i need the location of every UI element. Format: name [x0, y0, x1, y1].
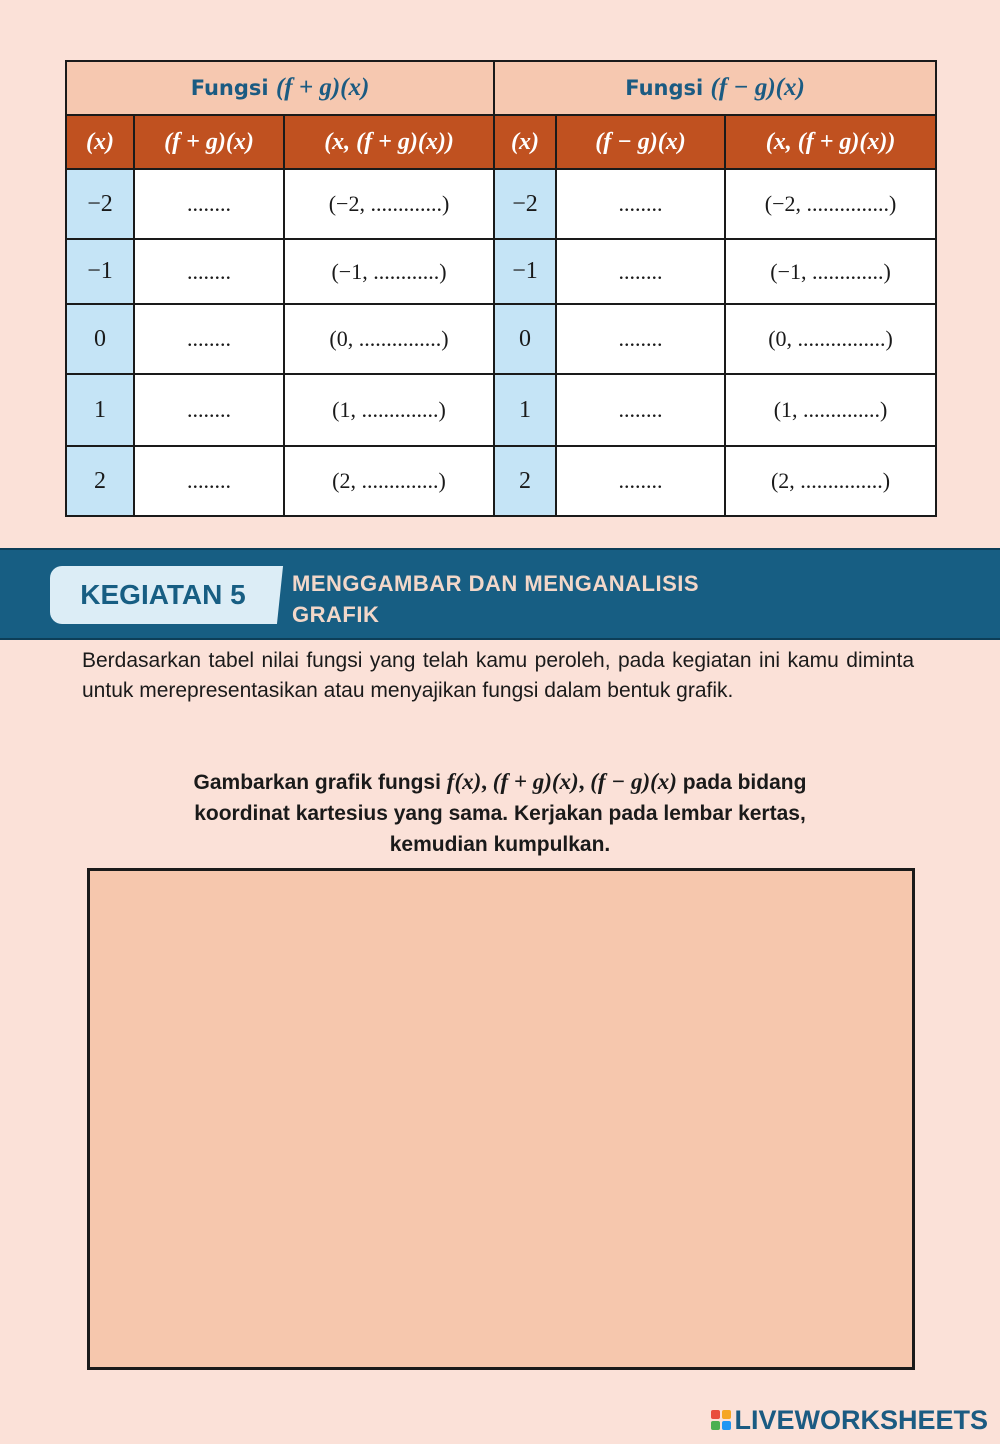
sum-value-blank[interactable]: ........: [134, 239, 284, 304]
x-value-cell: 2: [66, 446, 134, 516]
sum-pair-blank[interactable]: (2, ..............): [284, 446, 494, 516]
logo-square-blue: [722, 1421, 731, 1430]
col-header-x-diff: (x): [494, 115, 556, 169]
instruction-line3: kemudian kumpulkan.: [389, 833, 611, 856]
instruction-line1: [100, 766, 900, 798]
diff-value-blank[interactable]: ........: [556, 304, 725, 374]
instruction-tail: pada bidang: [676, 771, 807, 794]
diff-pair-blank[interactable]: (1, ..............): [725, 374, 936, 446]
diff-pair-blank[interactable]: (0, ................): [725, 304, 936, 374]
activity-title-line2: GRAFIK: [292, 602, 380, 627]
logo-icon: [711, 1410, 731, 1430]
diff-value-blank[interactable]: ........: [556, 374, 725, 446]
x-value-cell: −2: [66, 169, 134, 239]
x-value-cell: 0: [494, 304, 556, 374]
group-header-sum-word: Fungsi: [190, 76, 269, 100]
activity-badge: KEGIATAN 5: [50, 566, 276, 624]
math-sep: ,: [481, 769, 493, 794]
function-table: [65, 60, 937, 517]
activity-title: [292, 568, 852, 630]
x-value-cell: 1: [494, 374, 556, 446]
diff-pair-blank[interactable]: (2, ...............): [725, 446, 936, 516]
col-header-sum-value: (f + g)(x): [134, 115, 284, 169]
sum-pair-blank[interactable]: (−2, .............): [284, 169, 494, 239]
group-header-diff-math: (f − g)(x): [710, 74, 805, 101]
sum-value-blank[interactable]: ........: [134, 374, 284, 446]
sum-value-blank[interactable]: ........: [134, 304, 284, 374]
sum-value-blank[interactable]: ........: [134, 446, 284, 516]
instruction-text: [100, 766, 900, 860]
group-header-sum-math: (f + g)(x): [275, 74, 370, 101]
logo-square-orange: [722, 1410, 731, 1419]
group-header-sum: [66, 61, 494, 115]
col-header-diff-pair: (x, (f + g)(x)): [725, 115, 936, 169]
table-row: [66, 374, 936, 446]
col-header-diff-value: (f − g)(x): [556, 115, 725, 169]
table-row: [66, 446, 936, 516]
diff-pair-blank[interactable]: (−2, ...............): [725, 169, 936, 239]
sum-value-blank[interactable]: ........: [134, 169, 284, 239]
logo-text: LIVEWORKSHEETS: [734, 1404, 988, 1435]
logo-square-red: [711, 1410, 720, 1419]
logo-square-green: [711, 1421, 720, 1430]
diff-value-blank[interactable]: ........: [556, 169, 725, 239]
table-column-header-row: [66, 115, 936, 169]
diff-value-blank[interactable]: ........: [556, 446, 725, 516]
table-row: [66, 169, 936, 239]
col-header-sum-pair: (x, (f + g)(x)): [284, 115, 494, 169]
diff-value-blank[interactable]: ........: [556, 239, 725, 304]
diff-pair-blank[interactable]: (−1, .............): [725, 239, 936, 304]
x-value-cell: 0: [66, 304, 134, 374]
sum-pair-blank[interactable]: (1, ..............): [284, 374, 494, 446]
math-f: f(x): [446, 769, 482, 794]
liveworksheets-logo: [711, 1402, 988, 1438]
table-row: [66, 239, 936, 304]
intro-paragraph: Berdasarkan tabel nilai fungsi yang telah kamu peroleh, pada kegiatan ini kamu diminta untuk merepresentasikan atau menyajikan fungsi dalam bentuk grafik.: [82, 649, 914, 702]
instruction-lead: Gambarkan grafik fungsi: [193, 771, 441, 794]
sum-pair-blank[interactable]: (−1, ............): [284, 239, 494, 304]
x-value-cell: −1: [494, 239, 556, 304]
x-value-cell: −2: [494, 169, 556, 239]
graph-answer-area[interactable]: [87, 868, 915, 1370]
group-header-diff: [494, 61, 936, 115]
col-header-x-sum: (x): [66, 115, 134, 169]
table-row: [66, 304, 936, 374]
math-f-plus-g: (f + g)(x): [492, 769, 579, 794]
sum-pair-blank[interactable]: (0, ...............): [284, 304, 494, 374]
x-value-cell: 1: [66, 374, 134, 446]
table-group-header-row: [66, 61, 936, 115]
math-f-minus-g: (f − g)(x): [590, 769, 677, 794]
instruction-line2: koordinat kartesius yang sama. Kerjakan pada lembar kertas,: [194, 802, 806, 825]
activity-banner: [0, 548, 1000, 640]
math-sep: ,: [578, 769, 591, 794]
group-header-diff-word: Fungsi: [625, 76, 704, 100]
x-value-cell: 2: [494, 446, 556, 516]
x-value-cell: −1: [66, 239, 134, 304]
activity-title-line1: MENGGAMBAR DAN MENGANALISIS: [292, 571, 700, 596]
